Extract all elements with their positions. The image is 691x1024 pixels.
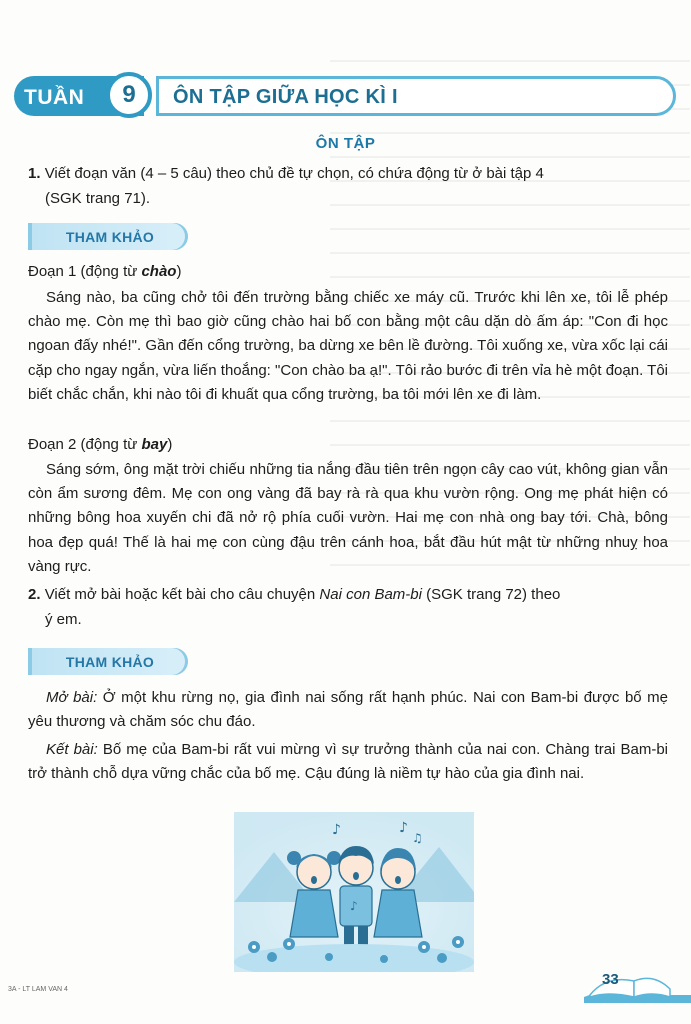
paragraph-2-label-prefix: Đoạn 2 (động từ: [28, 436, 142, 453]
paragraph-2-label: [28, 434, 172, 456]
week-label: TUẦN: [24, 86, 85, 109]
paragraph-1-label: [28, 261, 181, 283]
svg-text:♫: ♫: [412, 831, 423, 845]
opening-label: Mở bài:: [46, 689, 98, 706]
paragraph-1-body: [28, 286, 668, 407]
page-number: 33: [602, 971, 619, 988]
exercise-2-text-after: (SGK trang 72) theo: [421, 586, 561, 603]
paragraph-2-label-suffix: ): [167, 436, 173, 453]
svg-text:♪: ♪: [350, 899, 358, 913]
exercise-2-prompt-line1: [28, 583, 560, 607]
svg-text:♪: ♪: [399, 820, 408, 836]
section-heading: ÔN TẬP: [315, 135, 376, 152]
paragraph-1-text: Sáng nào, ba cũng chở tôi đến trường bằng chiếc xe máy cũ. Trước khi lên xe, tôi lễ phép chào mẹ. Còn mẹ thì bao giờ cũng chào hai bố con bằng một câu dặn dò ấm áp: "Con đi học ngoan đấy nhé!". Gần đến cổng trường, ba dừng xe bên lề đường. Tôi xuống xe, vừa xốc lại cái cặp cho ngay ngắn, vừa liến thoắng: "Con chào ba ạ!". Tôi rảo bước đi trên vỉa hè một đoạn. Tôi biết chắc chắn, khi nào tôi đi khuất qua cổng trường, ba tôi mới lên xe đi làm.: [28, 289, 668, 403]
exercise-2-text-before: Viết mở bài hoặc kết bài cho câu chuyện: [44, 586, 320, 603]
exercise-2-prompt-line2: ý em.: [45, 611, 82, 628]
unit-title-box: [156, 76, 676, 116]
page-number-tab: [584, 967, 691, 1003]
paragraph-2-body: [28, 458, 668, 579]
unit-banner: [14, 72, 678, 120]
svg-text:♪: ♪: [332, 822, 341, 838]
paragraph-1-label-prefix: Đoạn 1 (động từ: [28, 263, 142, 280]
opening-text: Ở một khu rừng nọ, gia đình nai sống rất hạnh phúc. Nai con Bam-bi được bố mẹ yêu thương và chăm sóc chu đáo.: [28, 689, 668, 731]
paragraph-2-text: Sáng sớm, ông mặt trời chiếu những tia nắng đầu tiên trên ngọn cây cao vút, không gian vẫn còn ẩm sương đêm. Mẹ con ong vàng đã bay rà rà qua khu vườn rộng. Ong mẹ phát hiện có những bông hoa xuyến chi đã nở rộ phía cuối vườn. Hai mẹ con nhà ong bay tới. Chà, bông hoa đẹp quá! Thế là hai mẹ con cùng đậu trên cánh hoa, bắt đầu hút mật từ những nhuỵ hoa vàng rực.: [28, 461, 668, 575]
footer-code: 3A - LT LAM VAN 4: [8, 986, 68, 993]
exercise-2-story-title: Nai con Bam-bi: [319, 586, 422, 603]
page-number-book-icon: [584, 967, 691, 1003]
closing-text: Bố mẹ của Bam-bi rất vui mừng vì sự trưởng thành của nai con. Chàng trai Bam-bi trở thành chỗ dựa vững chắc của bố mẹ. Cậu đúng là niềm tự hào của gia đình nai.: [28, 741, 668, 783]
exercise-1-number: 1.: [28, 165, 41, 182]
unit-title: ÔN TẬP GIỮA HỌC KÌ I: [173, 86, 398, 108]
exercise-2-number: 2.: [28, 586, 41, 603]
paragraph-2-verb: bay: [141, 436, 168, 453]
reference-tab: THAM KHẢO: [32, 223, 188, 250]
closing-label: Kết bài:: [46, 741, 98, 758]
week-number-badge: 9: [106, 72, 152, 118]
paragraph-1-label-suffix: ): [176, 263, 182, 280]
opening-paragraph: [28, 686, 668, 734]
paragraph-1-verb: chào: [141, 263, 177, 280]
exercise-1-text: Viết đoạn văn (4 – 5 câu) theo chủ đề tự chọn, có chứa động từ ở bài tập 4: [44, 165, 544, 182]
exercise-1-prompt-line1: [28, 162, 544, 186]
reference-tab-2: THAM KHẢO: [32, 648, 188, 675]
exercise-1-prompt-line2: (SGK trang 71).: [45, 190, 151, 207]
children-singing-illustration: [234, 812, 474, 972]
closing-paragraph: [28, 738, 668, 786]
